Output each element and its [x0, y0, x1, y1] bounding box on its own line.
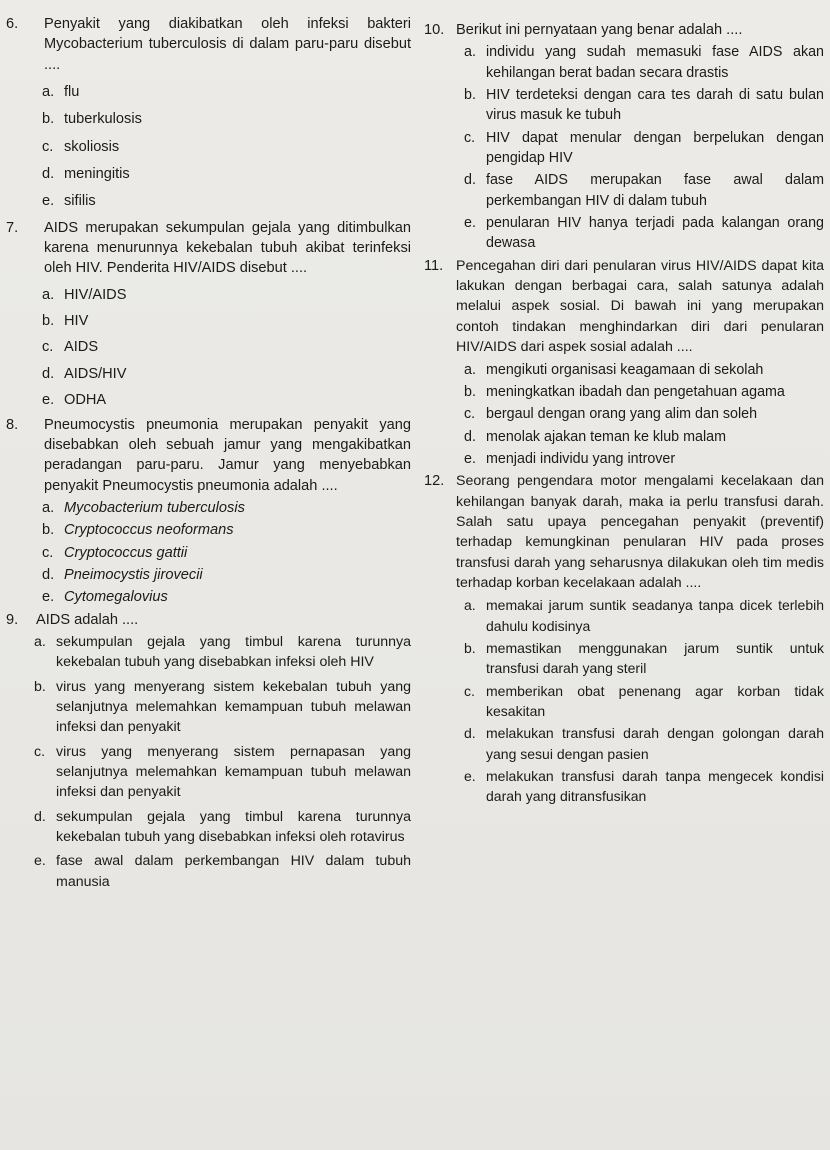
option-b[interactable]: b. tuberkulosis [42, 111, 142, 128]
option-b[interactable]: b. HIV [42, 313, 89, 330]
option-c[interactable]: c. bergaul dengan orang yang alim dan soleh [464, 406, 758, 423]
option-c[interactable]: c. virus yang menyerang sistem pernapasan yang selanjutnya melemahkan kemampuan tubuh melawan infeksi dan penyakit [34, 743, 411, 801]
option-a[interactable]: a. flu [42, 84, 80, 101]
option-d[interactable]: d. fase AIDS merupakan fase awal dalam perkembangan HIV di dalam tubuh [464, 172, 824, 209]
question-9 [6, 610, 411, 892]
option-c[interactable]: c. memberikan obat penenang agar korban tidak kesakitan [464, 682, 824, 719]
question-11 [424, 256, 824, 469]
option-b[interactable]: b. Cryptococcus neoformans [42, 522, 234, 539]
option-e[interactable]: e. menjadi individu yang introver [464, 450, 676, 467]
option-d[interactable]: d. meningitis [42, 166, 130, 183]
option-c[interactable]: c. HIV dapat menular dengan berpelukan dengan pengidap HIV [464, 129, 824, 167]
question-7 [6, 218, 411, 411]
option-e[interactable]: e. fase awal dalam perkembangan HIV dalam tubuh manusia [34, 853, 411, 890]
option-a[interactable]: a. memakai jarum suntik seadanya tanpa dicek terlebih dahulu kodisinya [464, 597, 824, 634]
question-8 [6, 415, 411, 608]
option-a[interactable]: a. HIV/AIDS [42, 286, 127, 303]
option-e[interactable]: e. penularan HIV hanya terjadi pada kalangan orang dewasa [464, 215, 824, 252]
option-b[interactable]: b. virus yang menyerang sistem kekebalan tubuh yang selanjutnya melemahkan kemampuan tubuh melawan infeksi dan penyakit [34, 678, 411, 736]
option-a[interactable]: a. mengikuti organisasi keagamaan di sekolah [464, 361, 764, 378]
option-b[interactable]: b. meningkatkan ibadah dan pengetahuan agama [464, 383, 785, 400]
option-e[interactable]: e. sifilis [42, 193, 96, 210]
question-number: 10. [424, 22, 445, 38]
question-stem: Pneumocystis pneumonia merupakan penyakit yang disebabkan oleh sebuah jamur yang mengakibatkan peradangan paru-paru. Jamur yang menyebabkan penyakit Pneumocystis pneumonia adalah .... [44, 416, 411, 494]
question-stem: Pencegahan diri dari penularan virus HIV/AIDS dapat kita lakukan dengan berbagai cara, salah satunya adalah melalui aspek sosial. Di bawah ini yang merupakan contoh tindakan menghindarkan diri dari penularan HIV/AIDS dari aspek sosial adalah .... [456, 257, 824, 356]
question-10 [424, 20, 824, 254]
left-column [6, 14, 411, 892]
option-e[interactable]: e. Cytomegalovius [42, 589, 168, 606]
option-e[interactable]: e. ODHA [42, 392, 107, 409]
question-number: 11. [424, 257, 444, 274]
option-d[interactable]: d. melakukan transfusi darah dengan golongan darah yang sesui dengan pasien [464, 725, 824, 762]
question-stem: AIDS merupakan sekumpulan gejala yang ditimbulkan karena menurunnya kekebalan tubuh akibat terinfeksi oleh HIV. Penderita HIV/AIDS disebut .... [44, 219, 411, 277]
option-a[interactable]: a. individu yang sudah memasuki fase AIDS akan kehilangan berat badan secara drastis [464, 44, 824, 81]
option-c[interactable]: c. skoliosis [42, 138, 120, 155]
option-c[interactable]: c. Cryptococcus gattii [42, 544, 188, 561]
option-d[interactable]: d. AIDS/HIV [42, 365, 127, 382]
option-d[interactable]: d. menolak ajakan teman ke klub malam [464, 428, 726, 445]
option-b[interactable]: b. memastikan menggunakan jarum suntik untuk transfusi darah yang steril [464, 639, 824, 677]
question-6 [6, 14, 411, 212]
question-number: 8. [6, 416, 19, 433]
option-d[interactable]: d. Pneimocystis jirovecii [42, 566, 203, 583]
option-e[interactable]: e. melakukan transfusi darah tanpa mengecek kondisi darah yang ditransfusikan [464, 768, 824, 805]
question-12 [424, 471, 824, 807]
question-stem: Penyakit yang diakibatkan oleh infeksi bakteri Mycobacterium tuberculosis di dalam paru-paru disebut .... [44, 16, 411, 73]
option-a[interactable]: a. Mycobacterium tuberculosis [42, 499, 245, 516]
option-c[interactable]: c. AIDS [42, 339, 99, 356]
option-b[interactable]: b. HIV terdeteksi dengan cara tes darah di satu bulan virus masuk ke tubuh [464, 87, 824, 124]
question-number: 9. [6, 611, 19, 628]
question-stem: Seorang pengendara motor mengalami kecelakaan dan kehilangan banyak darah, maka ia perlu transfusi darah. Salah satu upaya pencegahan penyakit (preventif) terhadap kemungkinan penularan HIV pada proses transfusi darah yang seharusnya dilakukan oleh tim medis terhadap korban kecelakaan adalah .... [456, 473, 824, 591]
question-number: 6. [6, 16, 19, 32]
question-number: 12. [424, 473, 445, 490]
option-d[interactable]: d. sekumpulan gejala yang timbul karena turunnya kekebalan tubuh yang disebabkan infeksi oleh rotavirus [34, 808, 411, 846]
question-stem: AIDS adalah .... [36, 611, 139, 628]
right-column [424, 20, 824, 807]
question-stem: Berikut ini pernyataan yang benar adalah .... [456, 22, 743, 38]
option-a[interactable]: a. sekumpulan gejala yang timbul karena turunnya kekebalan tubuh yang disebabkan infeksi oleh HIV [34, 633, 411, 671]
question-number: 7. [6, 219, 19, 236]
